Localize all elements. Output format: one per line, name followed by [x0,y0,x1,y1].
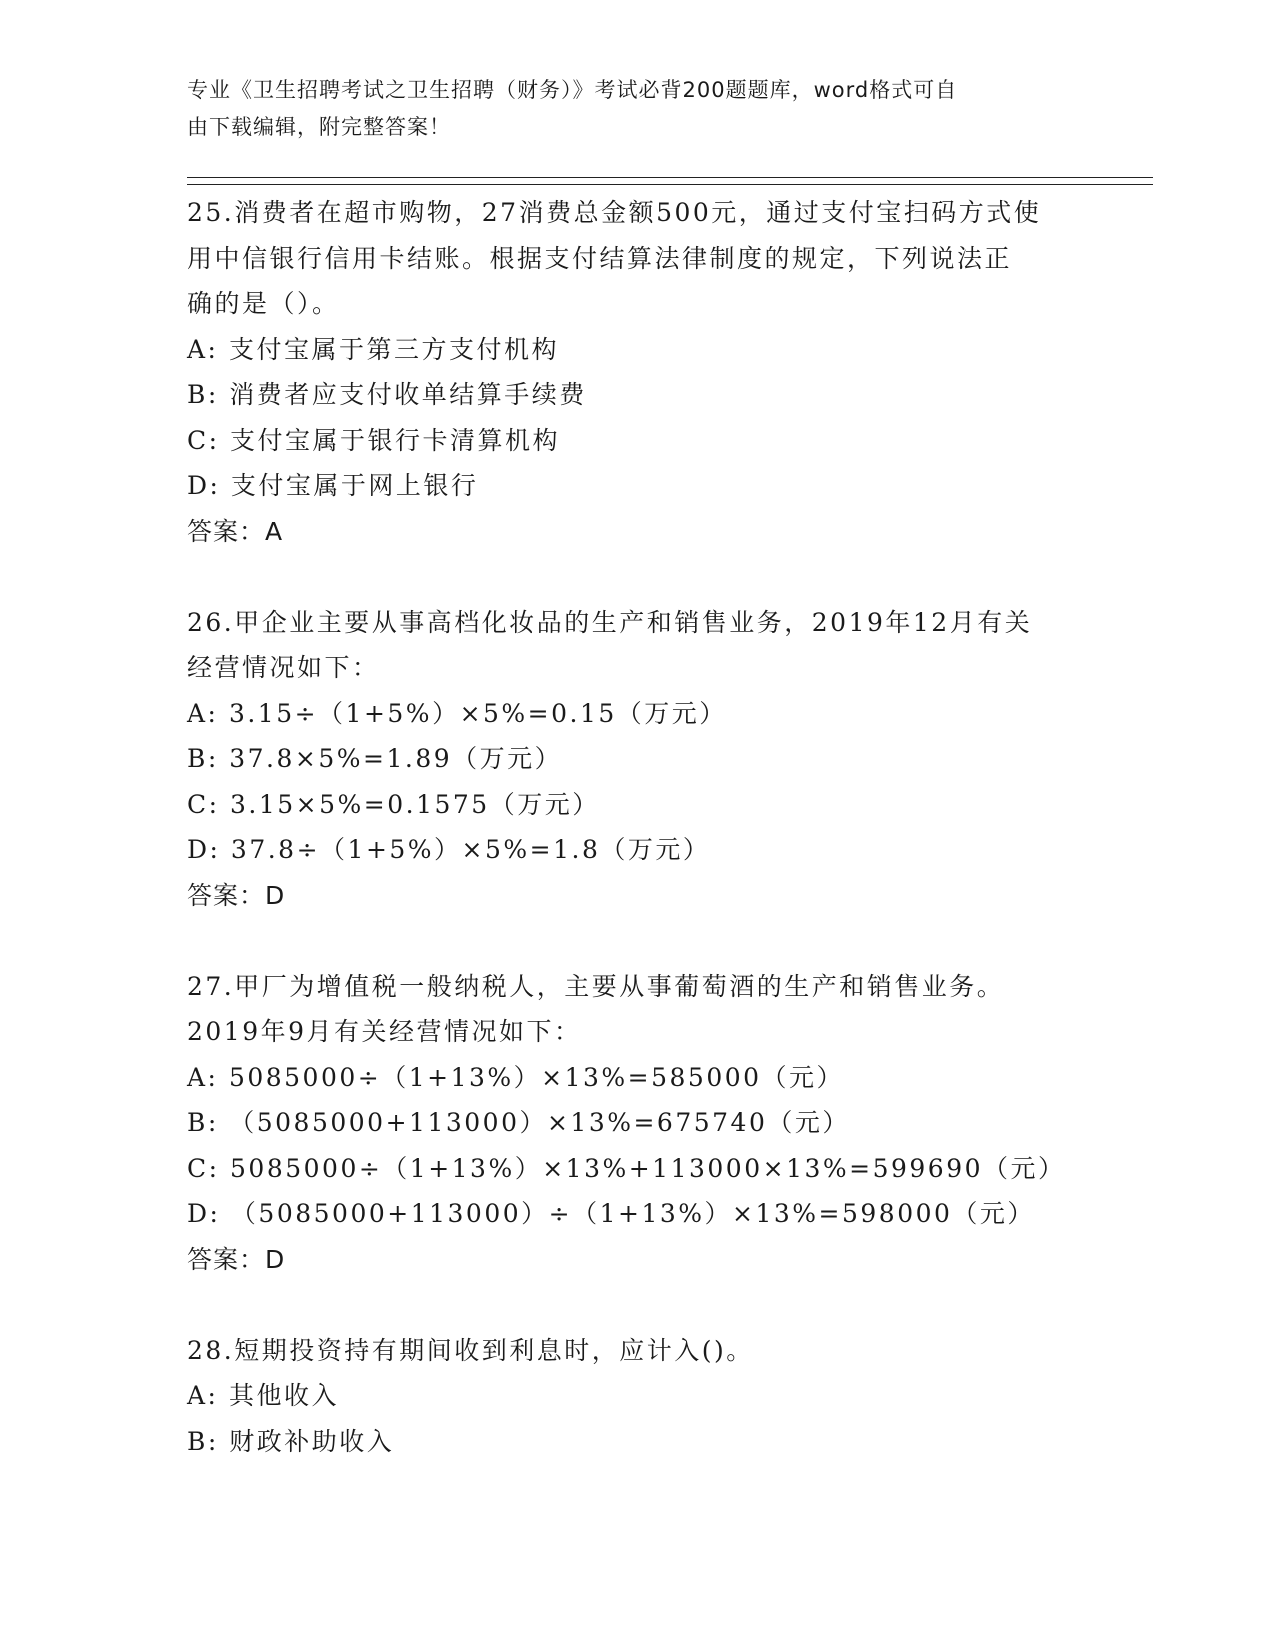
questions-list [187,190,1087,1464]
stem-line: 27.甲厂为增值税一般纳税人，主要从事葡萄酒的生产和销售业务。 [187,971,1005,1001]
option-text: 37.8÷（1+5%）×5%=1.8（万元） [230,835,711,864]
option-a [187,327,1087,373]
question-spacer [187,1283,1087,1328]
option-text: 支付宝属于第三方支付机构 [228,334,559,364]
header-title-line-1: 专业《卫生招聘考试之卫生招聘（财务）》考试必背200题题库，word格式可自 [187,78,958,102]
question-stem [187,1328,1087,1374]
option-d [187,1191,1087,1237]
question-28 [187,1328,1087,1465]
option-d [187,827,1087,873]
header-title-line-2: 由下载编辑，附完整答案！ [187,115,451,139]
answer-label: 答案：D [187,1244,286,1274]
question-27 [187,964,1087,1283]
option-c [187,1146,1087,1192]
option-b [187,1100,1087,1146]
option-text: 消费者应支付收单结算手续费 [229,380,587,409]
stem-line: 经营情况如下： [187,653,380,682]
option-c [187,782,1087,828]
option-a [187,691,1087,737]
header-divider-top [187,177,1153,178]
answer-label: 答案：D [187,880,286,910]
option-b [187,372,1087,418]
stem-line: 确的是（）。 [187,289,340,318]
question-stem [187,964,1087,1055]
option-text: 支付宝属于网上银行 [230,471,479,500]
option-key: D: [187,835,221,864]
question-spacer [187,555,1087,600]
stem-line: 25.消费者在超市购物，27消费总金额500元，通过支付宝扫码方式使 [187,198,1042,227]
option-b [187,736,1087,782]
question-stem [187,600,1087,691]
option-key: B: [187,1426,219,1456]
option-text: 支付宝属于银行卡清算机构 [230,425,561,455]
header-divider-bottom [187,184,1153,185]
option-text: 37.8×5%=1.89（万元） [229,744,563,773]
option-key: B: [187,380,219,409]
option-b [187,1419,1087,1465]
stem-line: 2019年9月有关经营情况如下： [187,1017,582,1046]
question-stem [187,190,1087,327]
option-text: 其他收入 [228,1381,339,1410]
option-key: A: [187,334,219,364]
answer-label: 答案：A [187,516,284,546]
question-spacer [187,919,1087,964]
option-c [187,418,1087,464]
option-key: D: [187,471,221,500]
stem-line: 用中信银行信用卡结账。根据支付结算法律制度的规定，下列说法正 [187,243,1013,273]
option-text: 财政补助收入 [229,1426,395,1456]
option-a [187,1373,1087,1419]
option-key: D: [187,1199,221,1228]
option-a [187,1055,1087,1101]
option-text: 5085000÷（1+13%）×13%=585000（元） [228,1062,845,1092]
stem-line: 26.甲企业主要从事高档化妆品的生产和销售业务，2019年12月有关 [187,607,1033,637]
option-key: B: [187,1108,219,1137]
option-key: A: [187,698,219,728]
option-text: （5085000+113000）÷（1+13%）×13%=598000（元） [230,1199,1035,1228]
document-header [187,72,1067,146]
option-d [187,463,1087,509]
option-key: A: [187,1381,219,1410]
stem-line: 28.短期投资持有期间收到利息时，应计入()。 [187,1335,754,1365]
option-key: B: [187,744,219,773]
option-text: 5085000÷（1+13%）×13%+113000×13%=599690（元） [230,1153,1066,1183]
option-key: C: [187,1153,220,1183]
option-text: （5085000+113000）×13%=675740（元） [229,1108,850,1137]
question-25 [187,190,1087,555]
option-key: C: [187,425,220,455]
option-key: A: [187,1062,219,1092]
option-text: 3.15×5%=0.1575（万元） [230,789,600,819]
option-key: C: [187,789,220,819]
question-26 [187,600,1087,919]
option-text: 3.15÷（1+5%）×5%=0.15（万元） [228,698,727,728]
